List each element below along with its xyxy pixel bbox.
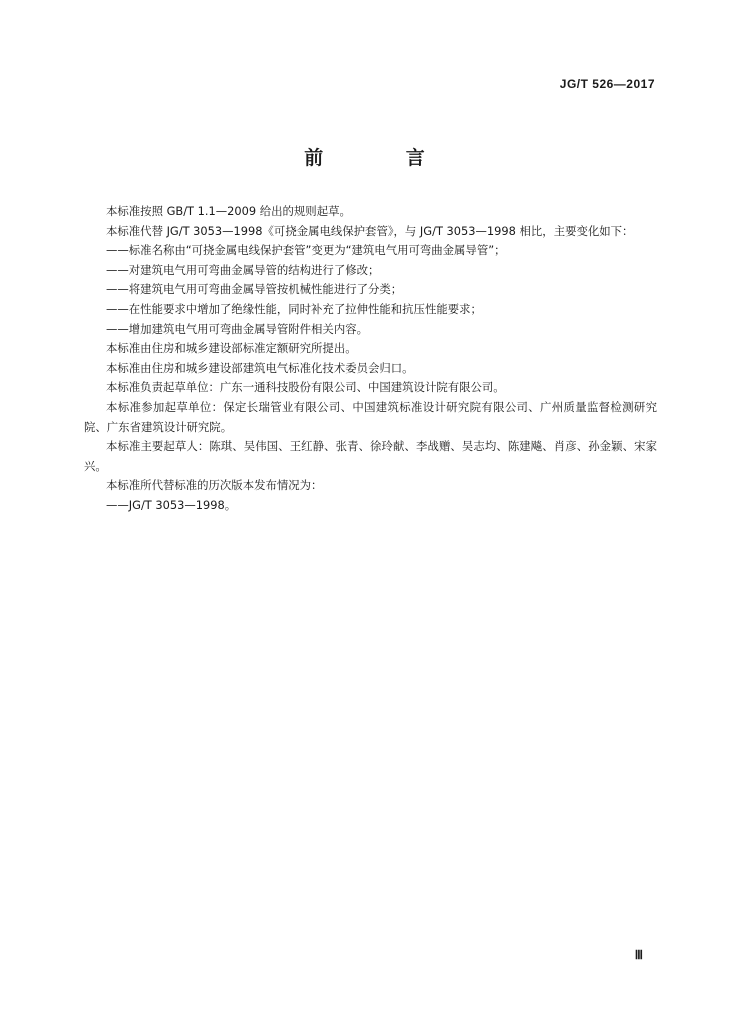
paragraph-version-history: 本标准所代替标准的历次版本发布情况为： <box>106 478 323 493</box>
foreword-body <box>84 202 657 516</box>
page-number: Ⅲ <box>634 948 643 962</box>
paragraph-proposer: 本标准由住房和城乡建设部标准定额研究所提出。 <box>106 341 357 356</box>
paragraph-lead-drafters: 本标准负责起草单位：广东一通科技股份有限公司、中国建筑设计院有限公司。 <box>106 380 505 395</box>
change-item-2: ——对建筑电气用可弯曲金属导管的结构进行了修改； <box>106 262 380 277</box>
change-item-1: ——标准名称由“可挠金属电线保护套管”变更为“建筑电气用可弯曲金属导管”； <box>106 243 506 258</box>
change-item-3: ——将建筑电气用可弯曲金属导管按机械性能进行了分类； <box>106 282 403 297</box>
paragraph-committee: 本标准由住房和城乡建设部建筑电气标准化技术委员会归口。 <box>106 360 414 375</box>
change-item-5: ——增加建筑电气用可弯曲金属导管附件相关内容。 <box>106 321 368 336</box>
paragraph-drafting-rules: 本标准按照 GB/T 1.1—2009 给出的规则起草。 <box>106 204 351 218</box>
change-item-4: ——在性能要求中增加了绝缘性能，同时补充了拉伸性能和抗压性能要求； <box>106 301 482 316</box>
standard-code: JG/T 526—2017 <box>559 77 655 91</box>
paragraph-replacement: 本标准代替 JG/T 3053—1998《可挠金属电线保护套管》，与 JG/T 3053—1998 相比，主要变化如下： <box>106 223 634 238</box>
paragraph-main-drafters: 本标准主要起草人：陈琪、吴伟国、王红静、张青、徐玲献、李战赠、吴志均、陈建飚、肖彦、孙金颖、宋家兴。 <box>84 439 657 473</box>
paragraph-participating-drafters: 本标准参加起草单位：保定长瑞管业有限公司、中国建筑标准设计研究院有限公司、广州质量监督检测研究院、广东省建筑设计研究院。 <box>84 399 657 434</box>
history-item-1: ——JG/T 3053—1998。 <box>106 497 237 512</box>
page-title: 前 言 <box>304 147 463 169</box>
